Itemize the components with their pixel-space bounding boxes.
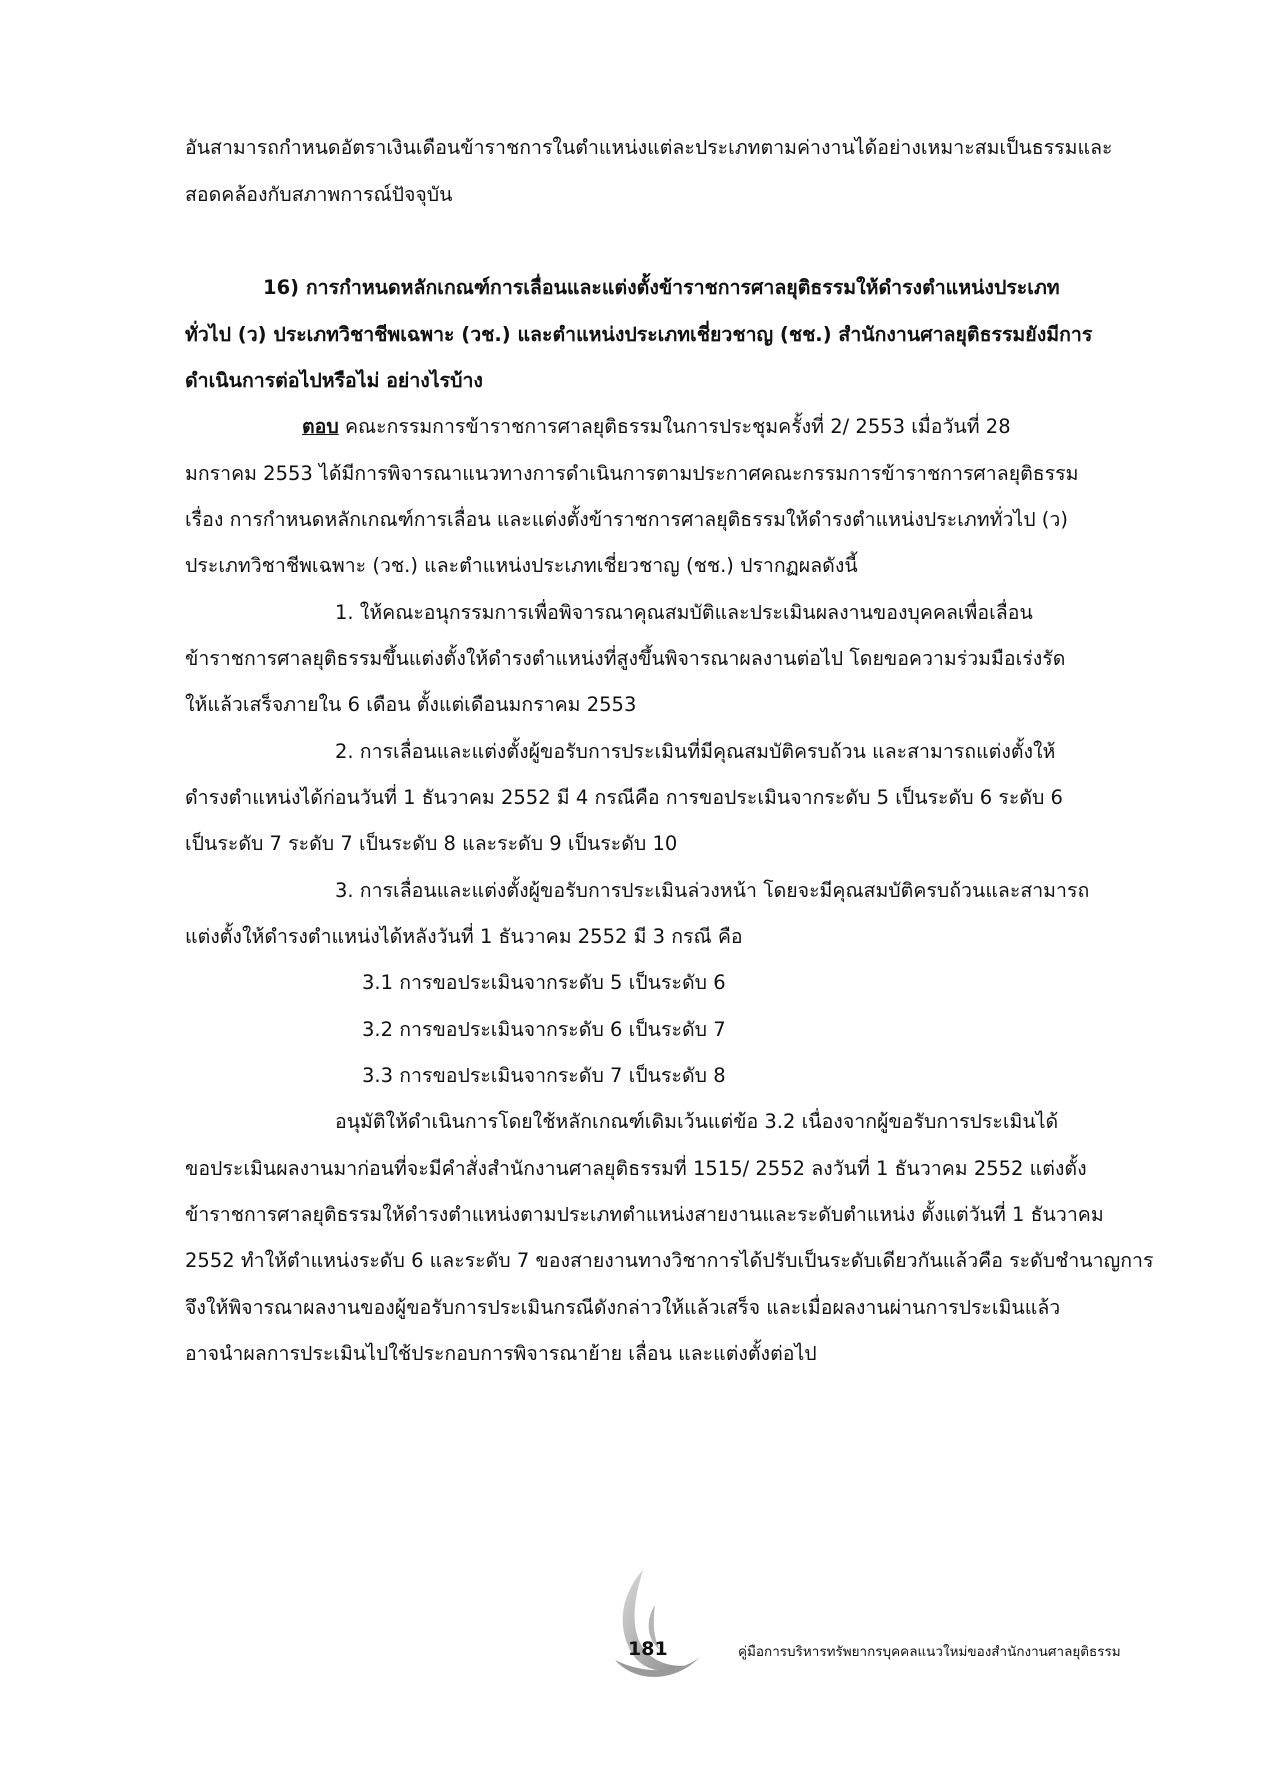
intro-line-2: สอดคล้องกับสภาพการณ์ปัจจุบัน [185,183,453,206]
footer-document-title: คู่มือการบริหารทรัพยากรบุคคลแนวใหม่ของสำนักงานศาลยุติธรรม [738,1644,1121,1660]
intro-line-1: อันสามารถกำหนดอัตราเงินเดือนข้าราชการในตำแหน่งแต่ละประเภทตามค่างานได้อย่างเหมาะสมเป็นธรรมและ [185,136,1113,159]
answer-first-line [302,412,1011,442]
question-line-2: ทั่วไป (ว) ประเภทวิชาชีพเฉพาะ (วช.) และตำแหน่งประเภทเชี่ยวชาญ (ชช.) สำนักงานศาลยุติธรรมยังมีการ [185,323,1093,346]
footer-page-number: 181 [628,1638,668,1660]
footer-swoosh-logo [595,1565,705,1685]
question-line-3: ดำเนินการต่อไปหรือไม่ อย่างไรบ้าง [185,369,483,392]
approval-line-2: ขอประเมินผลงานมาก่อนที่จะมีคำสั่งสำนักงานศาลยุติธรรมที่ 1515/ 2552 ลงวันที่ 1 ธันวาคม 2552 แต่งตั้ง [185,1157,1087,1180]
approval-line-3: ข้าราชการศาลยุติธรรมให้ดำรงตำแหน่งตามประเภทตำแหน่งสายงานและระดับตำแหน่ง ตั้งแต่วันที่ 1 ธันวาคม [185,1203,1104,1226]
answer-line-4: ประเภทวิชาชีพเฉพาะ (วช.) และตำแหน่งประเภทเชี่ยวชาญ (ชช.) ปรากฏผลดังนี้ [185,554,858,577]
item3-subitem-3: 3.3 การขอประเมินจากระดับ 7 เป็นระดับ 8 [362,1064,726,1087]
answer-first-line-text: คณะกรรมการข้าราชการศาลยุติธรรมในการประชุมครั้งที่ 2/ 2553 เมื่อวันที่ 28 [338,415,1011,438]
item1-line-1: 1. ให้คณะอนุกรรมการเพื่อพิจารณาคุณสมบัติและประเมินผลงานของบุคคลเพื่อเลื่อน [335,601,1033,624]
answer-line-2: มกราคม 2553 ได้มีการพิจารณาแนวทางการดำเนินการตามประกาศคณะกรรมการข้าราชการศาลยุติธรรม [185,462,1079,485]
approval-line-5: จึงให้พิจารณาผลงานของผู้ขอรับการประเมินกรณีดังกล่าวให้แล้วเสร็จ และเมื่อผลงานผ่านการประเมินแล้ว [185,1296,1061,1319]
question-line-1: 16) การกำหนดหลักเกณฑ์การเลื่อนและแต่งตั้งข้าราชการศาลยุติธรรมให้ดำรงตำแหน่งประเภท [263,276,1060,299]
item1-line-2: ข้าราชการศาลยุติธรรมขึ้นแต่งตั้งให้ดำรงตำแหน่งที่สูงขึ้นพิจารณาผลงานต่อไป โดยขอความร่วมมือเร่งรัด [185,647,1066,670]
item1-line-3: ให้แล้วเสร็จภายใน 6 เดือน ตั้งแต่เดือนมกราคม 2553 [185,693,637,716]
item2-line-2: ดำรงตำแหน่งได้ก่อนวันที่ 1 ธันวาคม 2552 มี 4 กรณีคือ การขอประเมินจากระดับ 5 เป็นระดับ 6 ระดับ 6 [185,786,1063,809]
item3-subitem-2: 3.2 การขอประเมินจากระดับ 6 เป็นระดับ 7 [362,1018,726,1041]
answer-line-3: เรื่อง การกำหนดหลักเกณฑ์การเลื่อน และแต่งตั้งข้าราชการศาลยุติธรรมให้ดำรงตำแหน่งประเภททั่วไป (ว) [185,508,1068,531]
item2-line-1: 2. การเลื่อนและแต่งตั้งผู้ขอรับการประเมินที่มีคุณสมบัติครบถ้วน และสามารถแต่งตั้งให้ [335,740,1056,763]
answer-label: ตอบ [302,415,339,438]
item2-line-3: เป็นระดับ 7 ระดับ 7 เป็นระดับ 8 และระดับ 9 เป็นระดับ 10 [185,832,678,855]
item3-line-2: แต่งตั้งให้ดำรงตำแหน่งได้หลังวันที่ 1 ธันวาคม 2552 มี 3 กรณี คือ [185,925,743,948]
approval-line-6: อาจนำผลการประเมินไปใช้ประกอบการพิจารณาย้าย เลื่อน และแต่งตั้งต่อไป [185,1342,817,1365]
item3-subitem-1: 3.1 การขอประเมินจากระดับ 5 เป็นระดับ 6 [362,971,726,994]
item3-line-1: 3. การเลื่อนและแต่งตั้งผู้ขอรับการประเมินล่วงหน้า โดยจะมีคุณสมบัติครบถ้วนและสามารถ [335,879,1090,902]
approval-line-1: อนุมัติให้ดำเนินการโดยใช้หลักเกณฑ์เดิมเว้นแต่ข้อ 3.2 เนื่องจากผู้ขอรับการประเมินได้ [335,1110,1059,1133]
approval-line-4: 2552 ทำให้ตำแหน่งระดับ 6 และระดับ 7 ของสายงานทางวิชาการได้ปรับเป็นระดับเดียวกันแล้วคือ ระดับชำนาญการ [185,1249,1154,1272]
